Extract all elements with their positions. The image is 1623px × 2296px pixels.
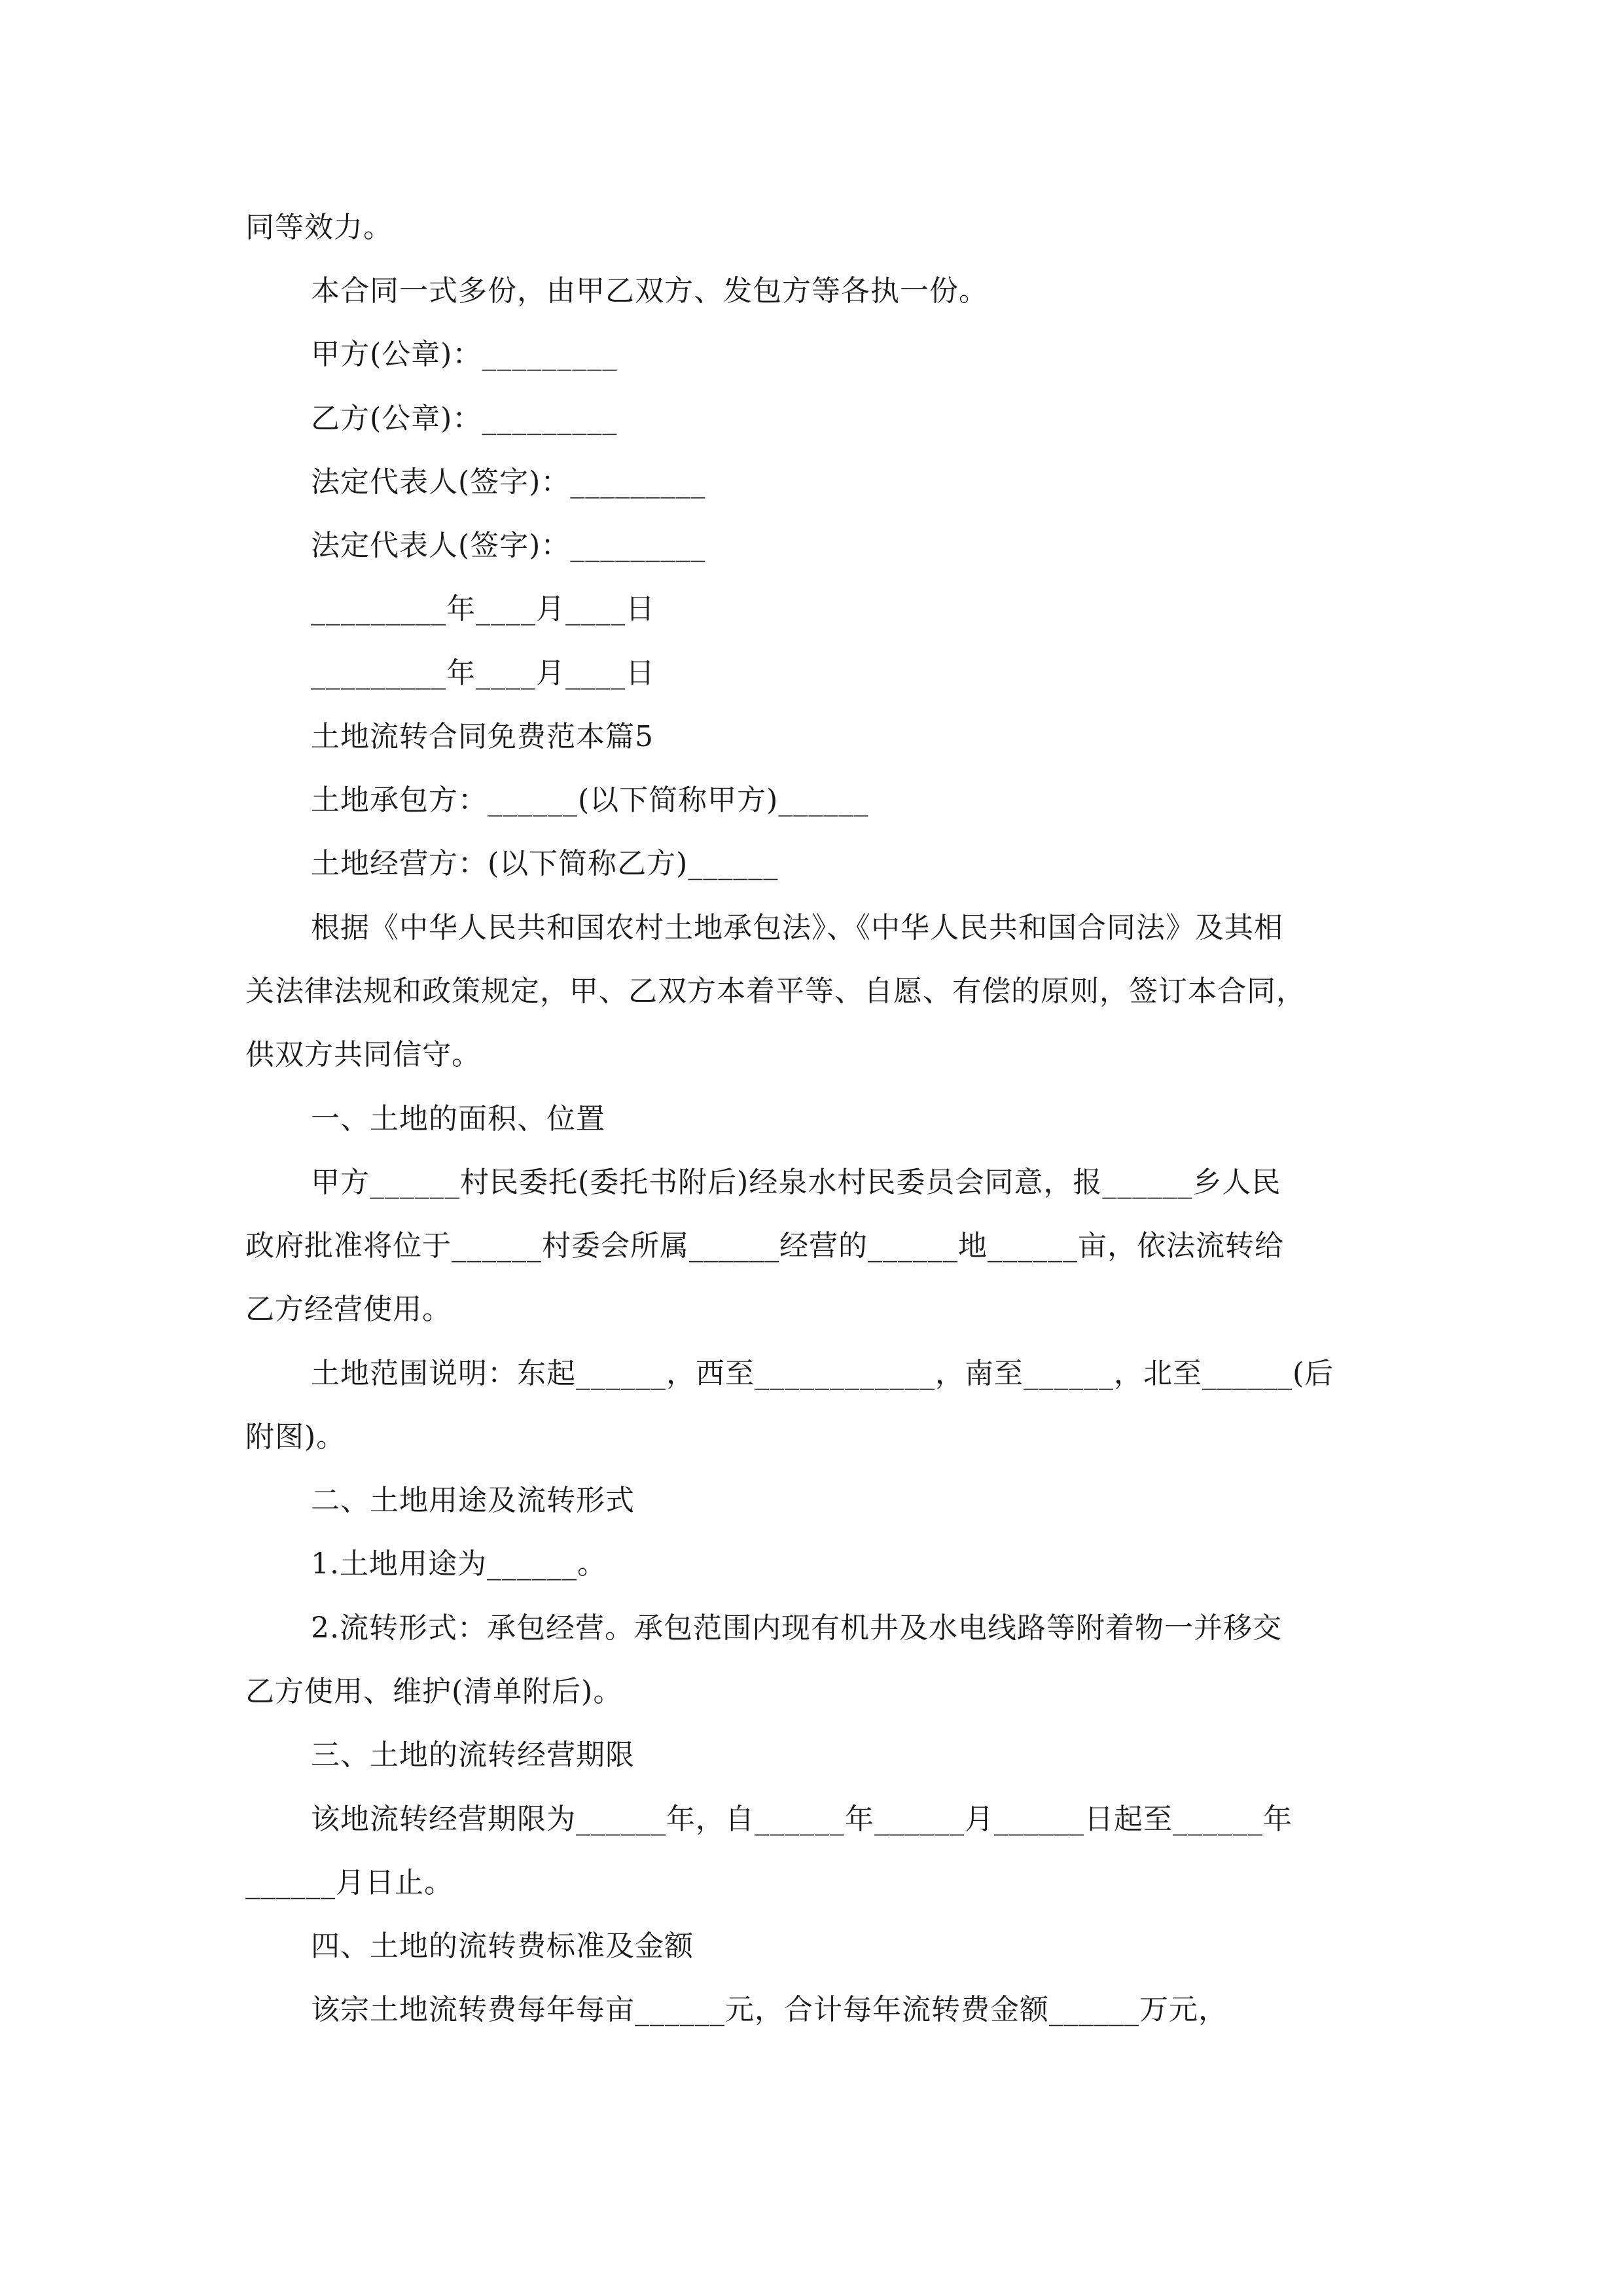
text-line-basis-2: 关法律法规和政策规定，甲、乙双方本着平等、自愿、有偿的原则，签订本合同， xyxy=(245,975,1306,1008)
contractor-line: 土地承包方：______(以下简称甲方)______ xyxy=(311,783,869,817)
text-line-area-2: 政府批准将位于______村委会所属______经营的______地______亩，依法流转给 xyxy=(245,1229,1284,1263)
text-line-basis-3: 供双方共同信守。 xyxy=(245,1038,481,1071)
text-line-term-2: ______月日止。 xyxy=(245,1866,454,1899)
date-line-2: _________年____月____日 xyxy=(311,656,655,690)
text-line-fee: 该宗土地流转费每年每亩______元，合计每年流转费金额______万元， xyxy=(311,1993,1228,2026)
section-title: 土地流转合同免费范本篇5 xyxy=(311,720,654,753)
heading-use-form: 二、土地用途及流转形式 xyxy=(311,1484,635,1517)
text-line-term-1: 该地流转经营期限为______年，自______年______月______日起至______年 xyxy=(311,1803,1293,1836)
text-line-1: 同等效力。 xyxy=(245,211,393,244)
text-line-boundary-1: 土地范围说明：东起______，西至____________，南至______，北至______(后 xyxy=(311,1357,1334,1390)
heading-term: 三、土地的流转经营期限 xyxy=(311,1738,635,1772)
heading-area-location: 一、土地的面积、位置 xyxy=(311,1102,605,1136)
date-line-1: _________年____月____日 xyxy=(311,592,655,626)
signature-line-party-b: 乙方(公章)：_________ xyxy=(311,402,618,435)
text-line-form-1: 2.流转形式：承包经营。承包范围内现有机井及水电线路等附着物一并移交 xyxy=(311,1611,1282,1645)
operator-line: 土地经营方：(以下简称乙方)______ xyxy=(311,847,779,880)
text-line-basis-1: 根据《中华人民共和国农村土地承包法》、《中华人民共和国合同法》及其相 xyxy=(311,911,1283,944)
legal-rep-line-1: 法定代表人(签字)：_________ xyxy=(311,465,706,499)
text-line-use: 1.土地用途为______。 xyxy=(311,1547,607,1581)
text-line-form-2: 乙方使用、维护(清单附后)。 xyxy=(245,1675,623,1708)
text-line-2: 本合同一式多份，由甲乙双方、发包方等各执一份。 xyxy=(311,274,988,308)
legal-rep-line-2: 法定代表人(签字)：_________ xyxy=(311,529,706,562)
text-line-area-3: 乙方经营使用。 xyxy=(245,1293,452,1326)
heading-fee: 四、土地的流转费标准及金额 xyxy=(311,1929,694,1963)
text-line-area-1: 甲方______村民委托(委托书附后)经泉水村民委员会同意，报______乡人民 xyxy=(311,1166,1281,1199)
signature-line-party-a: 甲方(公章)：_________ xyxy=(311,338,618,371)
text-line-boundary-2: 附图)。 xyxy=(245,1420,346,1454)
